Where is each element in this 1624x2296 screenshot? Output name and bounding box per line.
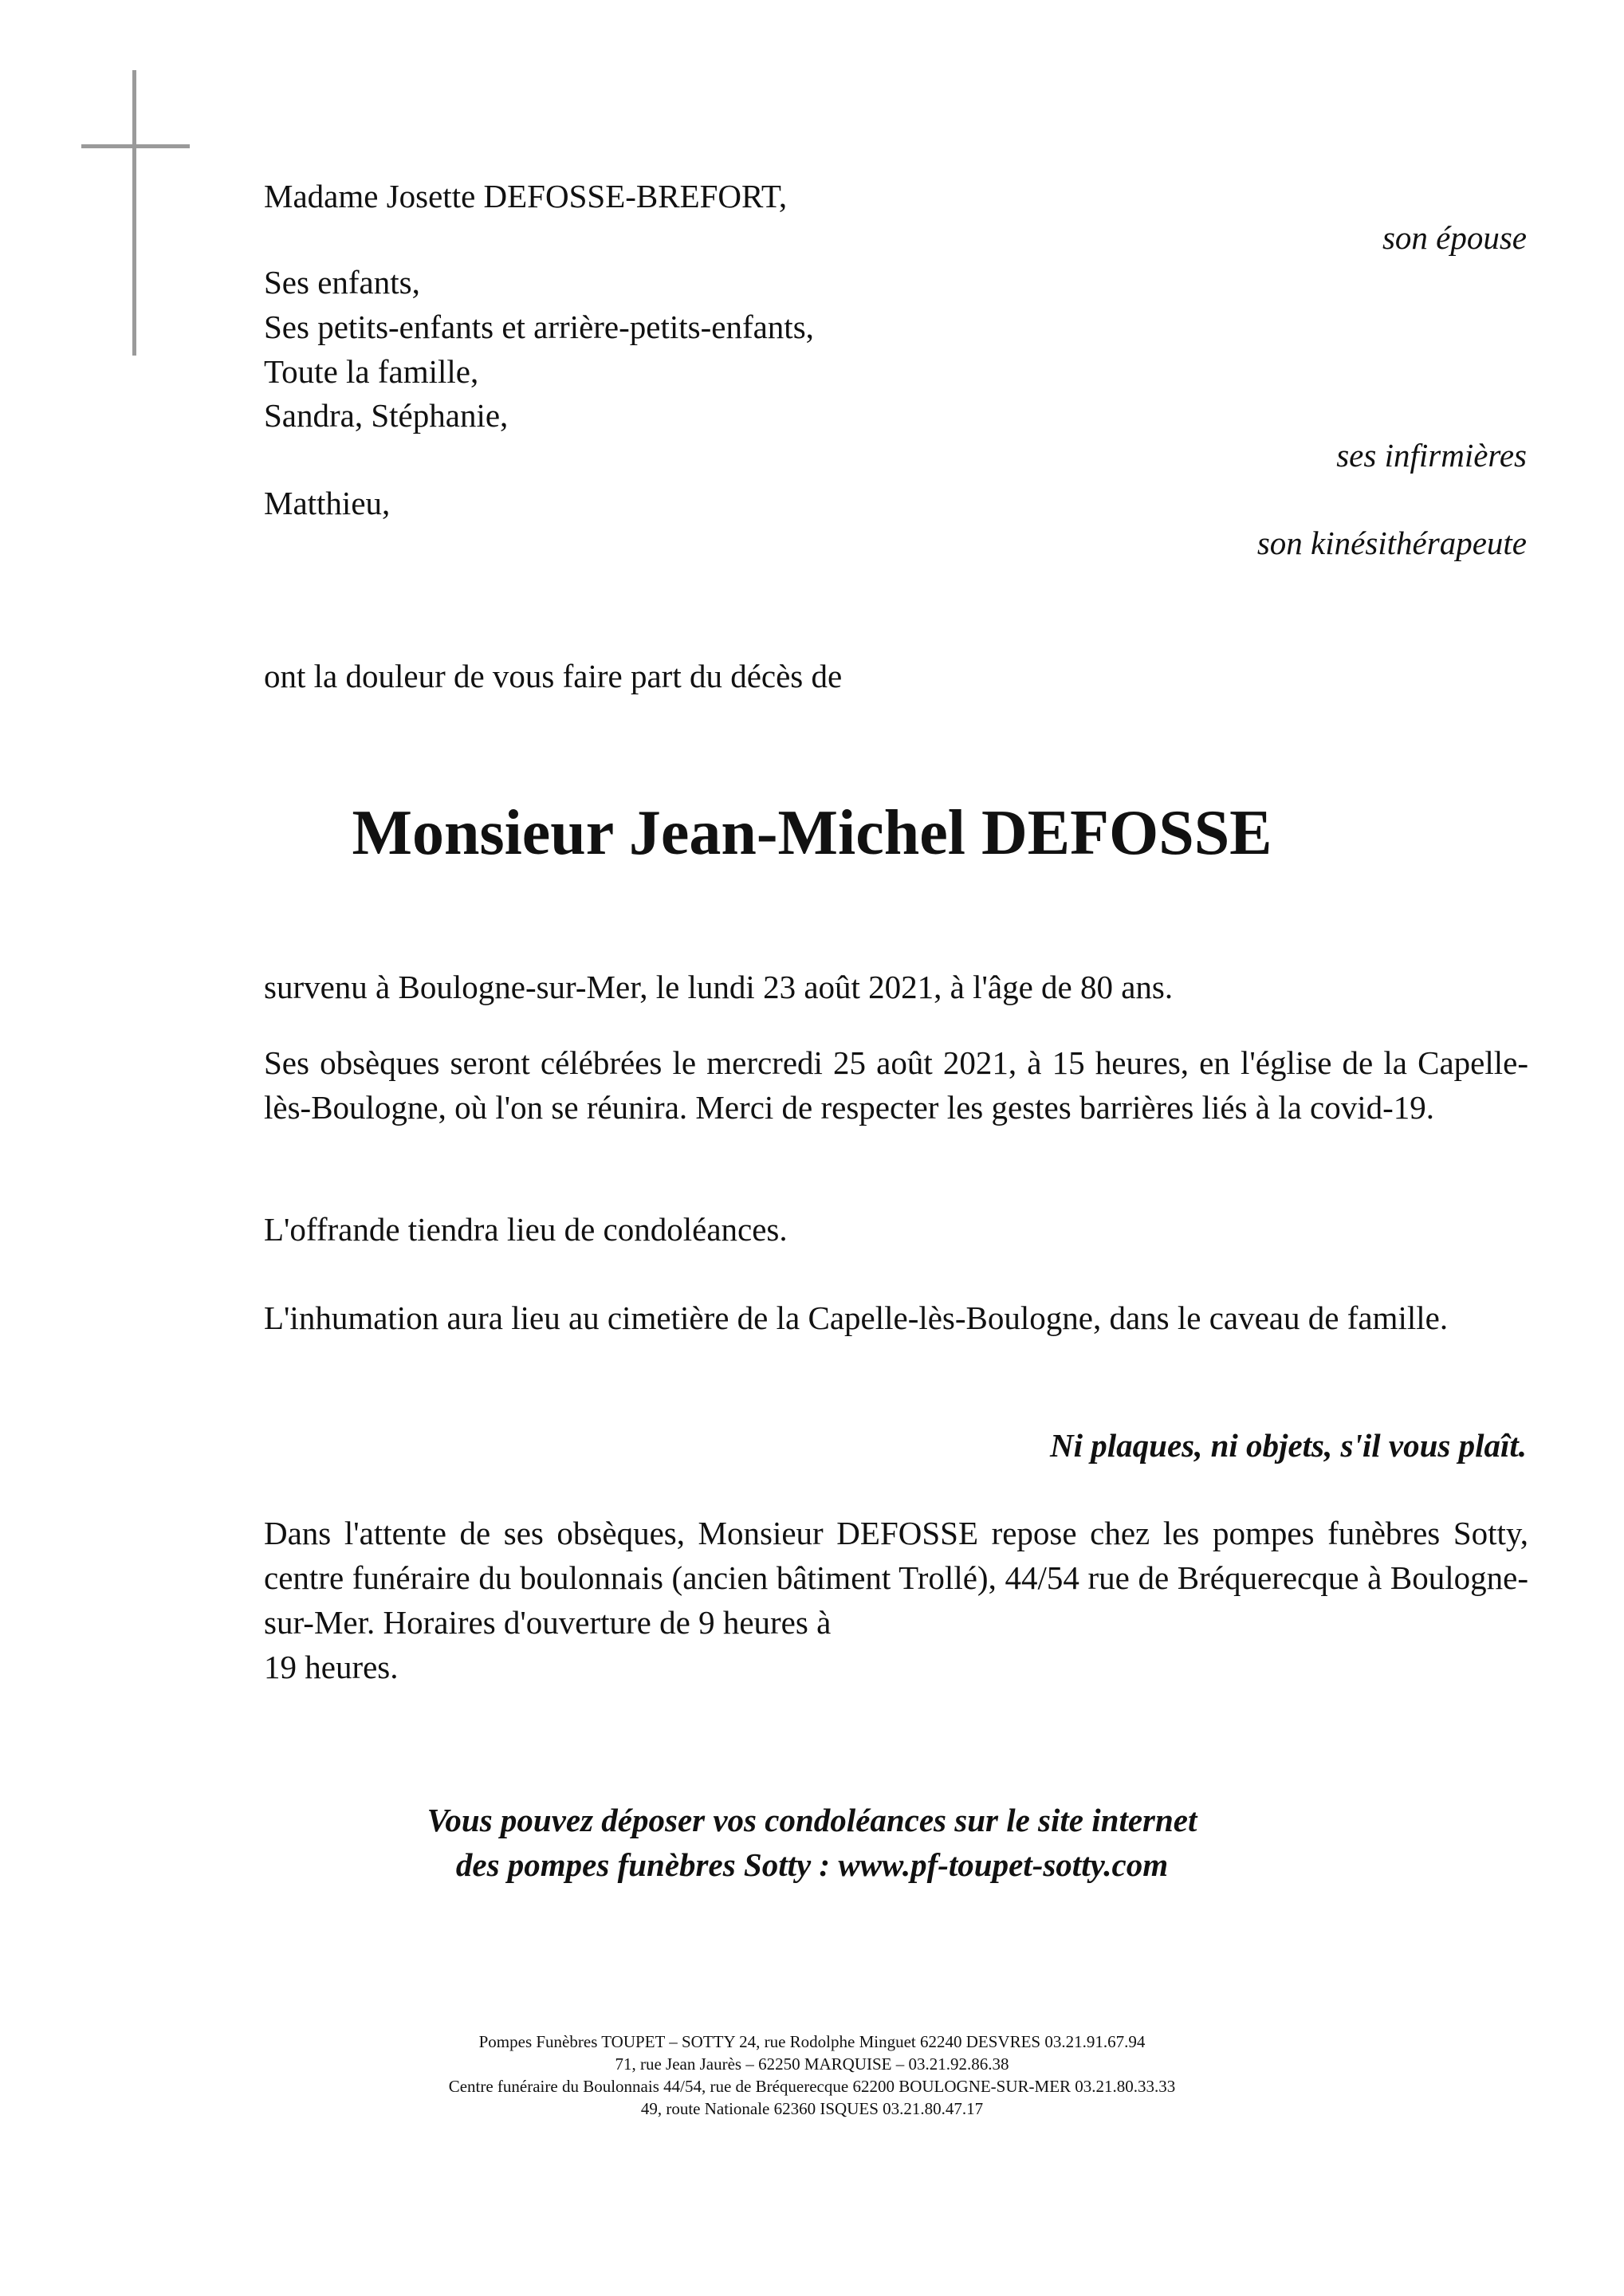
family-grandchildren: Ses petits-enfants et arrière-petits-enfants,: [264, 309, 814, 345]
footer-line-3: Centre funéraire du Boulonnais 44/54, rue de Bréquerecque 62200 BOULOGNE-SUR-MER 03.21.80.33.33: [448, 2077, 1176, 2096]
visitation-info: [264, 1511, 1528, 1645]
family-children: Ses enfants,: [264, 264, 420, 301]
family-nurses-role: ses infirmières: [1336, 437, 1527, 474]
death-info: survenu à Boulogne-sur-Mer, le lundi 23 août 2021, à l'âge de 80 ans.: [264, 969, 1174, 1005]
family-all: Toute la famille,: [264, 353, 479, 390]
family-physio: Matthieu,: [264, 485, 391, 521]
family-physio-role: son kinésithérapeute: [1256, 525, 1527, 561]
visitation-hours-end: 19 heures.: [264, 1649, 399, 1685]
footer-line-2: 71, rue Jean Jaurès – 62250 MARQUISE – 03.21.92.86.38: [615, 2054, 1009, 2074]
cross-horizontal-bar: [81, 144, 190, 148]
family-nurses: Sandra, Stéphanie,: [264, 397, 509, 434]
visitation-text: Dans l'attente de ses obsèques, Monsieur DEFOSSE repose chez les pompes funèbres Sotty, centre funéraire du boulonnais (ancien bâtiment Trollé), 44/54 rue de Bréquerecque à Boulogne-sur-Mer. Horaires d'ouverture de 9 heures à: [264, 1515, 1528, 1641]
no-plaques-notice: Ni plaques, ni objets, s'il vous plaît.: [1050, 1427, 1527, 1464]
announcement-text: ont la douleur de vous faire part du décès de: [264, 658, 843, 694]
footer-line-1: Pompes Funèbres TOUPET – SOTTY 24, rue Rodolphe Minguet 62240 DESVRES 03.21.91.67.94: [478, 2032, 1146, 2051]
footer-line-4: 49, route Nationale 62360 ISQUES 03.21.80.47.17: [640, 2099, 984, 2118]
family-wife-role: son épouse: [1382, 219, 1527, 256]
funeral-info: Ses obsèques seront célébrées le mercredi 25 août 2021, à 15 heures, en l'église de la Capelle-lès-Boulogne, où l'on se réunira. Merci de respecter les gestes barrières liés à la covid-19.: [264, 1044, 1528, 1126]
condolences-line-1: Vous pouvez déposer vos condoléances sur le site internet: [427, 1802, 1197, 1838]
deceased-name: Monsieur Jean-Michel DEFOSSE: [352, 798, 1272, 868]
burial-info: L'inhumation aura lieu au cimetière de la Capelle-lès-Boulogne, dans le caveau de famille.: [264, 1299, 1449, 1336]
offering-text: L'offrande tiendra lieu de condoléances.: [264, 1211, 788, 1248]
condolences-line-2: des pompes funèbres Sotty : www.pf-toupet-sotty.com: [455, 1846, 1169, 1883]
family-wife: Madame Josette DEFOSSE-BREFORT,: [264, 178, 788, 214]
cross-vertical-bar: [132, 70, 136, 356]
